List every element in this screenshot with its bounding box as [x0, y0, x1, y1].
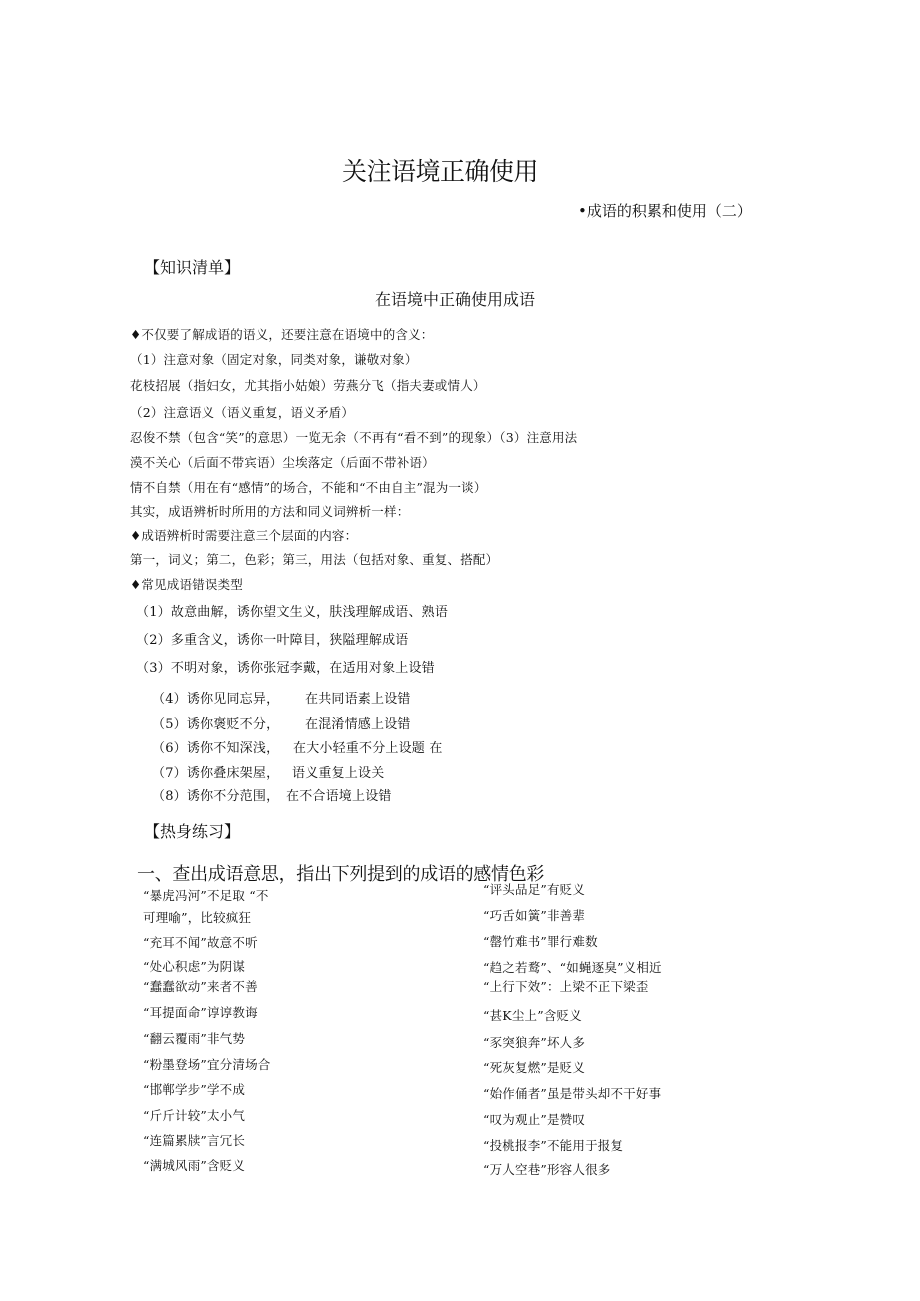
knowledge-section-header: 【知识清单】 — [144, 258, 241, 277]
knowledge-line: 其实，成语辨析时所用的方法和同义词辨析一样： — [130, 504, 410, 519]
idiom-right-item: “投桃报李”不能用于报复 — [483, 1138, 624, 1153]
error-type-item: （1）故意曲解，诱你望文生义，肤浅理解成语、熟语 — [136, 605, 449, 620]
knowledge-line: （1）注意对象（固定对象，同类对象，谦敬对象） — [130, 352, 418, 367]
error-type-detail: 在大小轻重不分上设题 在 — [293, 741, 443, 756]
idiom-right-item: “万人空巷”形容人很多 — [483, 1162, 611, 1177]
error-type-detail: 语义重复上设关 — [292, 766, 385, 781]
idiom-right-item: “罄竹难书”罪行难数 — [483, 934, 598, 949]
exercise-title: 一、查出成语意思，指出下列提到的成语的感情色彩 — [137, 864, 545, 885]
knowledge-line: ♦不仅要了解成语的语义，还要注意在语境中的含义： — [130, 327, 434, 342]
error-type-item: （7）诱你叠床架屋， — [152, 766, 280, 781]
idiom-right-item: “始作俑者”虽是带头却不干好事 — [483, 1086, 662, 1101]
error-type-detail: 在不合语境上设错 — [286, 789, 392, 804]
knowledge-line: ♦成语辨析时需要注意三个层面的内容： — [130, 528, 358, 543]
idiom-right-item: “甚K尘上”含贬义 — [483, 1008, 582, 1023]
idiom-right-item: “死灰复燃”是贬义 — [483, 1060, 586, 1075]
error-type-detail: 在混淆情感上设错 — [305, 717, 411, 732]
idiom-left-item: “斤斤计较”太小气 — [143, 1108, 246, 1123]
idiom-right-item: “叹为观止”是赞叹 — [483, 1112, 586, 1127]
idiom-left-item: “充耳不闻”故意不听 — [143, 935, 258, 950]
idiom-right-item: “巧舌如簧”非善辈 — [483, 908, 586, 923]
idiom-left-item: “满城风雨”含贬义 — [143, 1158, 246, 1173]
idiom-left-item: “耳提面命”谆谆教诲 — [143, 1005, 258, 1020]
error-type-item: （3）不明对象，诱你张冠李戴，在适用对象上设错 — [136, 661, 435, 676]
document-subtitle: •成语的积累和使用（二） — [578, 202, 752, 220]
knowledge-line: 花枝招展（指妇女，尤其指小姑娘）劳燕分飞（指夫妻或情人） — [130, 378, 486, 393]
idiom-left-item: “暴虎冯河”不足取 “不 — [143, 888, 269, 903]
knowledge-line: （2）注意语义（语义重复，语义矛盾） — [130, 405, 355, 420]
knowledge-center-title: 在语境中正确使用成语 — [374, 290, 535, 309]
knowledge-line: 漠不关心（后面不带宾语）尘埃落定（后面不带补语） — [130, 455, 435, 470]
knowledge-line: ♦常见成语错误类型 — [130, 577, 244, 592]
idiom-left-item: “处心积虑”为阴谋 — [143, 959, 246, 974]
idiom-right-item: “上行下效”：上梁不正下梁歪 — [483, 979, 649, 994]
error-type-item: （2）多重含义，诱你一叶障目，狭隘理解成语 — [136, 633, 409, 648]
idiom-left-item: “连篇累牍”言冗长 — [143, 1133, 246, 1148]
knowledge-line: 情不自禁（用在有“感情”的场合，不能和“不由自主”混为一谈） — [130, 480, 487, 495]
idiom-right-item: “评头品足”有贬义 — [483, 882, 586, 897]
error-type-item: （6）诱你不知深浅， — [152, 741, 280, 756]
idiom-left-item: “翻云覆雨”非气势 — [143, 1031, 246, 1046]
idiom-right-item: “豕突狼奔”坏人多 — [483, 1035, 586, 1050]
idiom-left-item: “蠢蠢欲动”来者不善 — [143, 979, 258, 994]
knowledge-line: 忍俊不禁（包含“笑”的意思）一览无余（不再有“看不到”的现象）（3）注意用法 — [130, 430, 578, 445]
error-type-item: （8）诱你不分范围， — [152, 789, 280, 804]
error-type-item: （5）诱你褒贬不分， — [152, 717, 280, 732]
error-type-detail: 在共同语素上设错 — [305, 692, 411, 707]
idiom-left-item: 可理喻”，比较疯狂 — [143, 910, 252, 925]
error-type-item: （4）诱你见同忘异， — [152, 692, 280, 707]
idiom-left-item: “粉墨登场”宜分清场合 — [143, 1057, 271, 1072]
document-title: 关注语境正确使用 — [341, 157, 538, 186]
exercise-section-header: 【热身练习】 — [144, 822, 241, 841]
idiom-left-item: “邯郸学步”学不成 — [143, 1082, 246, 1097]
idiom-right-item: “趋之若鹜”、“如蝇逐臭”义相近 — [483, 960, 662, 975]
knowledge-line: 第一，词义；第二，色彩；第三，用法（包括对象、重复、搭配） — [130, 552, 499, 567]
